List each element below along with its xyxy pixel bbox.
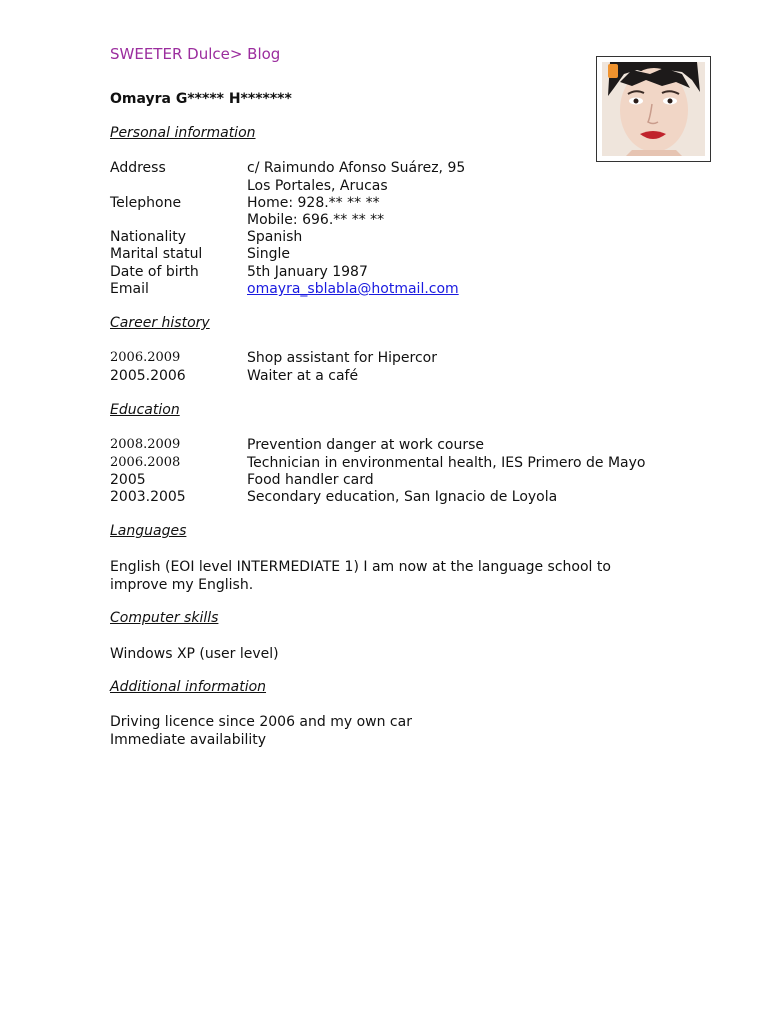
education-item: Food handler card: [247, 472, 374, 488]
address-line-2: Los Portales, Arucas: [247, 178, 388, 194]
additional-info-text: [110, 713, 650, 749]
computer-skills-text: [110, 645, 650, 663]
email-label: Email: [110, 281, 149, 297]
marital-status-label: Marital statul: [110, 246, 203, 262]
education-date: 2008.2009: [110, 437, 181, 452]
education-item: Technician in environmental health, IES Primero de Mayo: [247, 455, 646, 471]
telephone-label: Telephone: [110, 195, 182, 211]
education-date: 2006.2008: [110, 455, 181, 470]
additional-info-line: Driving licence since 2006 and my own car: [110, 714, 412, 730]
education-date: 2003.2005: [110, 489, 186, 505]
education-item: Prevention danger at work course: [247, 437, 484, 453]
languages-text: [110, 558, 650, 594]
date-of-birth-value: 5th January 1987: [247, 264, 368, 280]
email-link[interactable]: omayra_sblabla@hotmail.com: [247, 281, 459, 297]
education-item: Secondary education, San Ignacio de Loyola: [247, 489, 558, 505]
address-label: Address: [110, 160, 166, 176]
nationality-label: Nationality: [110, 229, 187, 245]
applicant-name: Omayra G***** H*******: [110, 91, 292, 107]
computer-skills-line: Windows XP (user level): [110, 646, 279, 662]
address-line-1: c/ Raimundo Afonso Suárez, 95: [247, 160, 466, 176]
additional-info-line: Immediate availability: [110, 732, 267, 748]
telephone-mobile: Mobile: 696.** ** **: [247, 212, 385, 228]
date-of-birth-label: Date of birth: [110, 264, 199, 280]
career-date: 2006.2009: [110, 350, 181, 365]
personal-info-heading: Personal information: [110, 125, 256, 141]
education-date: 2005: [110, 472, 146, 488]
computer-skills-heading: Computer skills: [110, 610, 219, 626]
profile-photo: [596, 56, 711, 162]
telephone-home: Home: 928.** ** **: [247, 195, 380, 211]
career-history-heading: Career history: [110, 315, 210, 331]
career-position: Waiter at a café: [247, 368, 359, 384]
blog-title[interactable]: SWEETER Dulce> Blog: [110, 45, 281, 63]
career-position: Shop assistant for Hipercor: [247, 350, 437, 366]
languages-line: improve my English.: [110, 577, 254, 593]
nationality-value: Spanish: [247, 229, 303, 245]
photo-badge-icon: [608, 64, 618, 78]
marital-status-value: Single: [247, 246, 291, 262]
education-heading: Education: [110, 402, 180, 418]
languages-heading: Languages: [110, 523, 187, 539]
portrait-photo-icon: [602, 62, 705, 156]
languages-line: English (EOI level INTERMEDIATE 1) I am now at the language school to: [110, 559, 611, 575]
career-date: 2005.2006: [110, 368, 186, 384]
additional-info-heading: Additional information: [110, 679, 267, 695]
